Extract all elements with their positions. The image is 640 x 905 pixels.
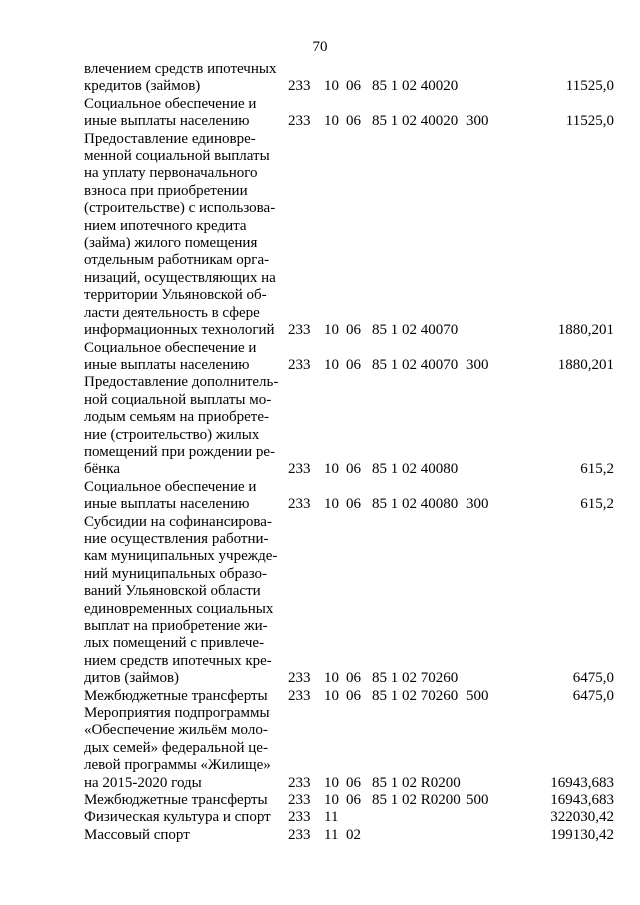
section-code-cell: 10 [324,78,339,95]
admin-code-cell: 233 [288,113,311,130]
section-code-cell: 10 [324,356,339,373]
amount-cell: 1880,201 [557,322,614,339]
section-code-cell: 10 [324,461,339,478]
target-article-cell: 85 1 02 70260 [372,687,459,704]
item-name-cell [84,792,288,809]
section-code-cell: 10 [324,496,339,513]
item-name-cell [84,514,288,688]
section-code-cell: 10 [324,792,339,809]
target-article-cell [372,809,466,826]
item-name-line: Предоставление единовре- [84,130,256,147]
admin-code-cell: 233 [288,792,311,809]
admin-code-cell: 233 [288,774,311,791]
item-name-line: лых помещений с привлече- [84,635,265,652]
section-code-cell: 10 [324,687,339,704]
target-article-cell: 85 1 02 R0200 [372,774,461,791]
item-name-line: низаций, осуществляющих на [84,269,276,286]
item-name-line: на 2015-2020 годы [84,774,202,791]
admin-code-cell: 233 [288,809,311,826]
amount-cell: 11525,0 [565,78,614,95]
subsection-code-cell: 06 [346,670,361,687]
target-article-cell: 85 1 02 40070 [372,322,459,339]
table-row [84,374,614,478]
item-name-line: иные выплаты населению [84,356,250,373]
item-name-cell [84,340,288,375]
target-article-cell: 85 1 02 40070 [372,356,459,373]
item-name-line: взноса при приобретении [84,182,248,199]
expense-type-cell [466,514,511,688]
item-name-line: нием ипотечного кредита [84,217,247,234]
admin-code-cell: 233 [288,687,311,704]
item-name-line: дитов (займов) [84,670,180,687]
expense-type-cell [466,705,511,792]
item-name-line: Межбюджетные трансферты [84,792,268,809]
expense-type-cell: 300 [466,113,489,130]
page-number: 70 [312,39,328,55]
section-code-cell: 10 [324,113,339,130]
amount-cell: 322030,42 [550,809,614,826]
expense-type-cell [466,61,511,96]
admin-code-cell: 233 [288,826,311,843]
section-code-cell: 11 [324,809,339,826]
amount-cell: 1880,201 [557,356,614,373]
item-name-line: единовременных социальных [84,600,274,617]
subsection-code-cell: 06 [346,792,361,809]
item-name-line: Предоставление дополнитель- [84,374,279,391]
amount-cell: 6475,0 [572,687,614,704]
amount-cell: 16943,683 [550,792,614,809]
amount-cell: 199130,42 [550,826,614,843]
item-name-cell [84,688,288,705]
table-row [84,827,614,844]
amount-cell: 11525,0 [565,113,614,130]
expense-type-cell [466,374,511,478]
item-name-line: на уплату первоначального [84,165,258,182]
admin-code-cell: 233 [288,670,311,687]
item-name-line: «Обеспечение жильём моло- [84,722,268,739]
item-name-cell [84,827,288,844]
subsection-code-cell: 06 [346,461,361,478]
item-name-line: ной социальной выплаты мо- [84,391,272,408]
table-row [84,792,614,809]
target-article-cell: 85 1 02 R0200 [372,792,461,809]
subsection-code-cell: 06 [346,322,361,339]
table-row [84,809,614,826]
item-name-line: отдельным работникам орга- [84,252,270,269]
admin-code-cell: 233 [288,461,311,478]
target-article-cell: 85 1 02 40080 [372,461,459,478]
amount-cell: 615,2 [580,496,614,513]
table-row [84,61,614,96]
item-name-line: влечением средств ипотечных [84,61,277,77]
item-name-line: иные выплаты населению [84,113,250,130]
admin-code-cell: 233 [288,78,311,95]
item-name-cell [84,809,288,826]
item-name-line: территории Ульяновской об- [84,287,267,304]
expense-type-cell [466,827,511,844]
item-name-line: бёнка [84,461,121,478]
subsection-code-cell: 06 [346,78,361,95]
item-name-line: лодым семьям на приобрете- [84,409,269,426]
item-name-line: нием средств ипотечных кре- [84,652,272,669]
item-name-line: (строительстве) с использова- [84,200,276,217]
item-name-cell [84,61,288,96]
item-name-line: Социальное обеспечение и [84,95,257,112]
table-row [84,96,614,131]
section-code-cell: 10 [324,322,339,339]
subsection-code-cell: 06 [346,687,361,704]
section-code-cell: 11 [324,826,339,843]
subsection-code-cell [346,809,372,826]
item-name-line: ние осуществления работни- [84,530,269,547]
subsection-code-cell: 02 [346,826,361,843]
item-name-line: Массовый спорт [84,826,190,843]
item-name-cell [84,705,288,792]
amount-cell: 6475,0 [572,670,614,687]
item-name-line: Мероприятия подпрограммы [84,705,270,722]
item-name-line: кредитов (займов) [84,78,201,95]
expense-type-cell [466,131,511,340]
item-name-line: ний муниципальных образо- [84,565,268,582]
budget-table [84,61,614,844]
item-name-line: левой программы «Жилище» [84,757,271,774]
table-row [84,340,614,375]
table-row [84,479,614,514]
budget-table-body [84,61,614,844]
expense-type-cell: 500 [466,687,489,704]
item-name-line: менной социальной выплаты [84,148,270,165]
item-name-line: Социальное обеспечение и [84,478,257,495]
table-row [84,514,614,688]
table-row [84,688,614,705]
target-article-cell: 85 1 02 40020 [372,113,459,130]
item-name-cell [84,374,288,478]
expense-type-cell: 300 [466,356,489,373]
item-name-line: Физическая культура и спорт [84,809,271,826]
subsection-code-cell: 06 [346,774,361,791]
expense-type-cell: 500 [466,792,489,809]
section-code-cell: 10 [324,670,339,687]
subsection-code-cell: 06 [346,496,361,513]
target-article-cell: 85 1 02 70260 [372,670,459,687]
target-article-cell: 85 1 02 40080 [372,496,459,513]
subsection-code-cell: 06 [346,356,361,373]
item-name-line: ваний Ульяновской области [84,583,261,600]
target-article-cell: 85 1 02 40020 [372,78,459,95]
expense-type-cell [466,809,511,826]
expense-type-cell: 300 [466,496,489,513]
item-name-line: выплат на приобретение жи- [84,618,268,634]
item-name-line: Субсидии на софинансирова- [84,513,272,530]
item-name-line: кам муниципальных учрежде- [84,548,278,565]
table-row [84,131,614,340]
item-name-cell [84,96,288,131]
item-name-line: (займа) жилого помещения [84,235,258,252]
item-name-line: ние (строительство) жилых [84,426,260,443]
item-name-line: дых семей» федеральной це- [84,739,268,756]
admin-code-cell: 233 [288,356,311,373]
section-code-cell: 10 [324,774,339,791]
item-name-line: информационных технологий [84,322,275,339]
item-name-line: Межбюджетные трансферты [84,687,268,704]
subsection-code-cell: 06 [346,113,361,130]
item-name-cell [84,131,288,340]
amount-cell: 615,2 [580,461,614,478]
item-name-line: ласти деятельность в сфере [84,304,260,321]
item-name-line: иные выплаты населению [84,496,250,513]
target-article-cell [372,827,466,844]
admin-code-cell: 233 [288,496,311,513]
item-name-line: Социальное обеспечение и [84,339,257,356]
admin-code-cell: 233 [288,322,311,339]
table-row [84,705,614,792]
item-name-cell [84,479,288,514]
amount-cell: 16943,683 [550,774,614,791]
item-name-line: помещений при рождении ре- [84,443,276,460]
